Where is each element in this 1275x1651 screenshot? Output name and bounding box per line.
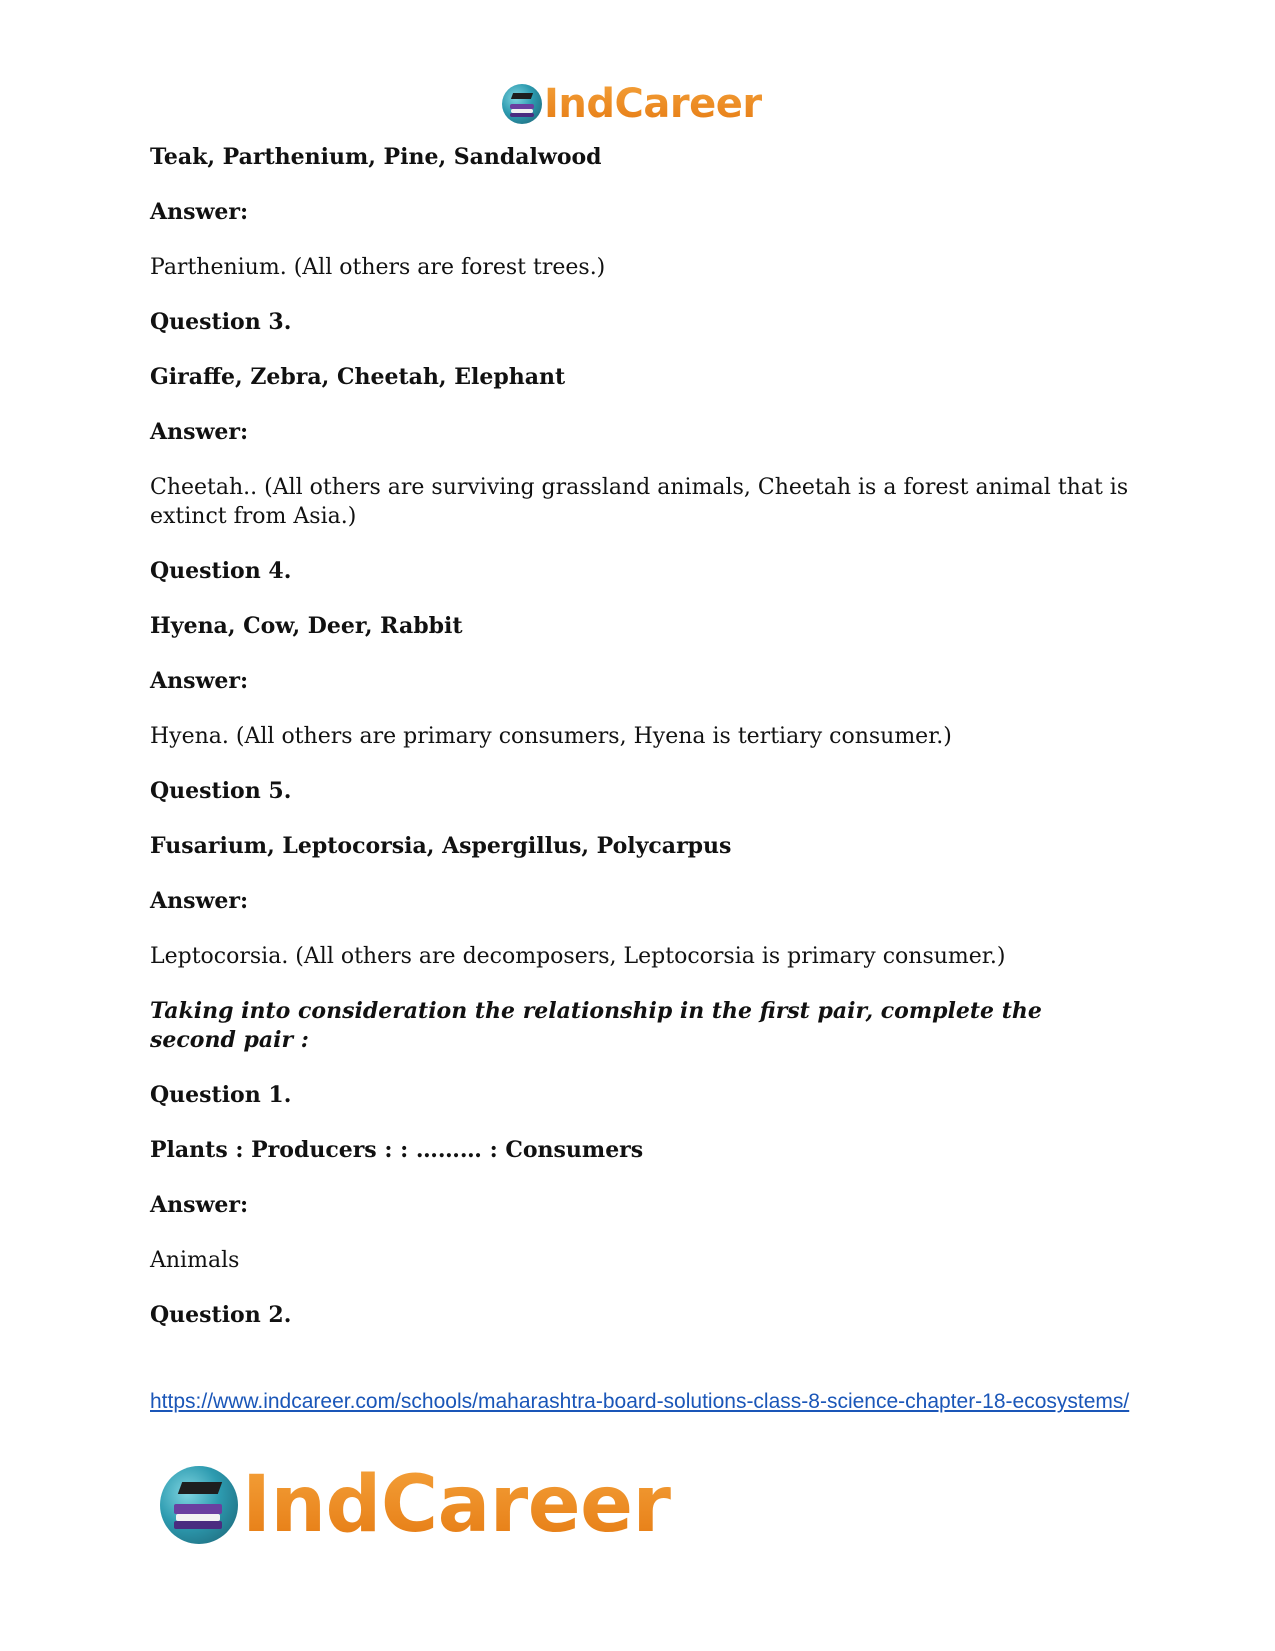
question-heading: Question 2. bbox=[150, 1302, 292, 1328]
question-heading: Question 3. bbox=[150, 309, 292, 335]
globe-book-icon bbox=[160, 1466, 238, 1544]
question-heading: Question 5. bbox=[150, 778, 292, 804]
source-link[interactable]: https://www.indcareer.com/schools/maharashtra-board-solutions-class-8-science-chapter-18-ecosystems/ bbox=[150, 1390, 1130, 1413]
answer-text: Hyena. (All others are primary consumers, Hyena is tertiary consumer.) bbox=[150, 724, 952, 749]
answer-text: Animals bbox=[150, 1248, 240, 1273]
footer-logo-text: IndCareer bbox=[242, 1460, 671, 1550]
question-heading: Question 1. bbox=[150, 1082, 292, 1108]
question-text: Giraffe, Zebra, Cheetah, Elephant bbox=[150, 364, 566, 390]
document-body bbox=[150, 143, 1130, 1356]
answer-text: Parthenium. (All others are forest trees.) bbox=[150, 255, 606, 280]
question-text: Teak, Parthenium, Pine, Sandalwood bbox=[150, 144, 602, 170]
answer-label: Answer: bbox=[150, 888, 249, 914]
globe-book-icon bbox=[502, 84, 542, 124]
answer-text: Cheetah.. (All others are surviving grassland animals, Cheetah is a forest animal that is extinct from Asia.) bbox=[150, 475, 1129, 529]
question-text: Fusarium, Leptocorsia, Aspergillus, Polycarpus bbox=[150, 833, 732, 859]
section-instruction: Taking into consideration the relationship in the first pair, complete the second pair : bbox=[150, 998, 1042, 1053]
header-logo-text: IndCareer bbox=[544, 81, 762, 127]
header-logo bbox=[502, 80, 762, 128]
question-text: Plants : Producers : : ……… : Consumers bbox=[150, 1137, 644, 1163]
answer-label: Answer: bbox=[150, 1192, 249, 1218]
footer-logo bbox=[160, 1460, 671, 1550]
answer-label: Answer: bbox=[150, 668, 249, 694]
answer-label: Answer: bbox=[150, 199, 249, 225]
question-heading: Question 4. bbox=[150, 558, 292, 584]
question-text: Hyena, Cow, Deer, Rabbit bbox=[150, 613, 463, 639]
answer-text: Leptocorsia. (All others are decomposers, Leptocorsia is primary consumer.) bbox=[150, 944, 1006, 969]
answer-label: Answer: bbox=[150, 419, 249, 445]
